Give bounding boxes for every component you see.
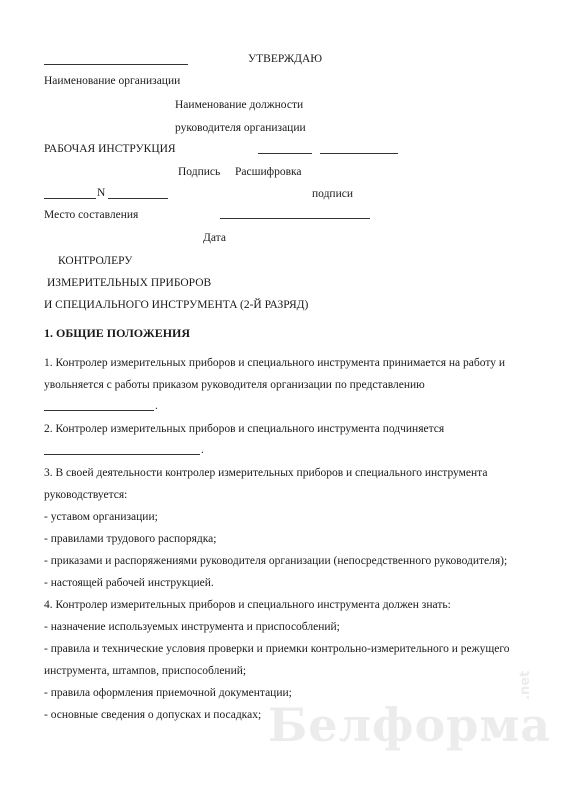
position-name-label: Наименование должности (175, 99, 304, 111)
list-item: - правилами трудового распорядка; (44, 533, 217, 545)
list-item: - правила оформления приемочной документации; (44, 687, 292, 699)
org-name-line (44, 64, 188, 65)
position-head-label: руководителя организации (175, 122, 306, 134)
paragraph-3-line-1: 3. В своей деятельности контролер измерительных приборов и специального инструмента (44, 467, 488, 479)
date-label: Дата (203, 232, 226, 244)
list-item: - назначение используемых инструмента и приспособлений; (44, 621, 340, 633)
paragraph-1-line-2: увольняется с работы приказом руководителя организации по представлению (44, 379, 425, 391)
decoding-line (320, 153, 398, 154)
paragraph-2-line-1: 2. Контролер измерительных приборов и специального инструмента подчиняется (44, 423, 445, 435)
doc-type-label: РАБОЧАЯ ИНСТРУКЦИЯ (44, 143, 176, 155)
list-item: - приказами и распоряжениями руководителя организации (непосредственного руководителя); (44, 555, 508, 567)
watermark-logo: Белформа (268, 698, 552, 752)
title-line-3: И СПЕЦИАЛЬНОГО ИНСТРУМЕНТА (44, 299, 238, 311)
paragraph-3-line-2: руководствуется: (44, 489, 128, 501)
submission-period: . (155, 400, 158, 412)
signature2-label: подписи (312, 188, 353, 200)
list-item: - правила и технические условия проверки и приемки контрольно-измерительного и режущего (44, 643, 510, 655)
org-name-label: Наименование организации (44, 75, 181, 87)
doc-number-prefix-line (44, 198, 96, 199)
list-item: - настоящей рабочей инструкцией. (44, 577, 214, 589)
doc-number-line (108, 198, 168, 199)
paragraph-4-line-1: 4. Контролер измерительных приборов и специального инструмента должен знать: (44, 599, 451, 611)
place-line (220, 218, 370, 219)
signature-line (258, 153, 312, 154)
subordination-period: . (201, 444, 204, 456)
number-sign: N (97, 187, 106, 199)
list-item-continuation: инструмента, штампов, приспособлений; (44, 665, 247, 677)
submission-line (44, 410, 154, 411)
title-grade: (2-Й РАЗРЯД) (240, 299, 309, 311)
title-line-1: КОНТРОЛЕРУ (58, 255, 133, 267)
list-item: - основные сведения о допусках и посадках; (44, 709, 262, 721)
subordination-line (44, 454, 200, 455)
place-label: Место составления (44, 209, 139, 221)
list-item: - уставом организации; (44, 511, 158, 523)
title-line-2: ИЗМЕРИТЕЛЬНЫХ ПРИБОРОВ (47, 277, 212, 289)
paragraph-1-line-1: 1. Контролер измерительных приборов и специального инструмента принимается на работу и (44, 357, 505, 369)
watermark-suffix: .net (518, 670, 533, 700)
signature-label: Подпись (178, 166, 221, 178)
approve-label: УТВЕРЖДАЮ (248, 53, 323, 65)
decoding-label: Расшифровка (235, 166, 302, 178)
section-heading: 1. ОБЩИЕ ПОЛОЖЕНИЯ (44, 326, 191, 340)
